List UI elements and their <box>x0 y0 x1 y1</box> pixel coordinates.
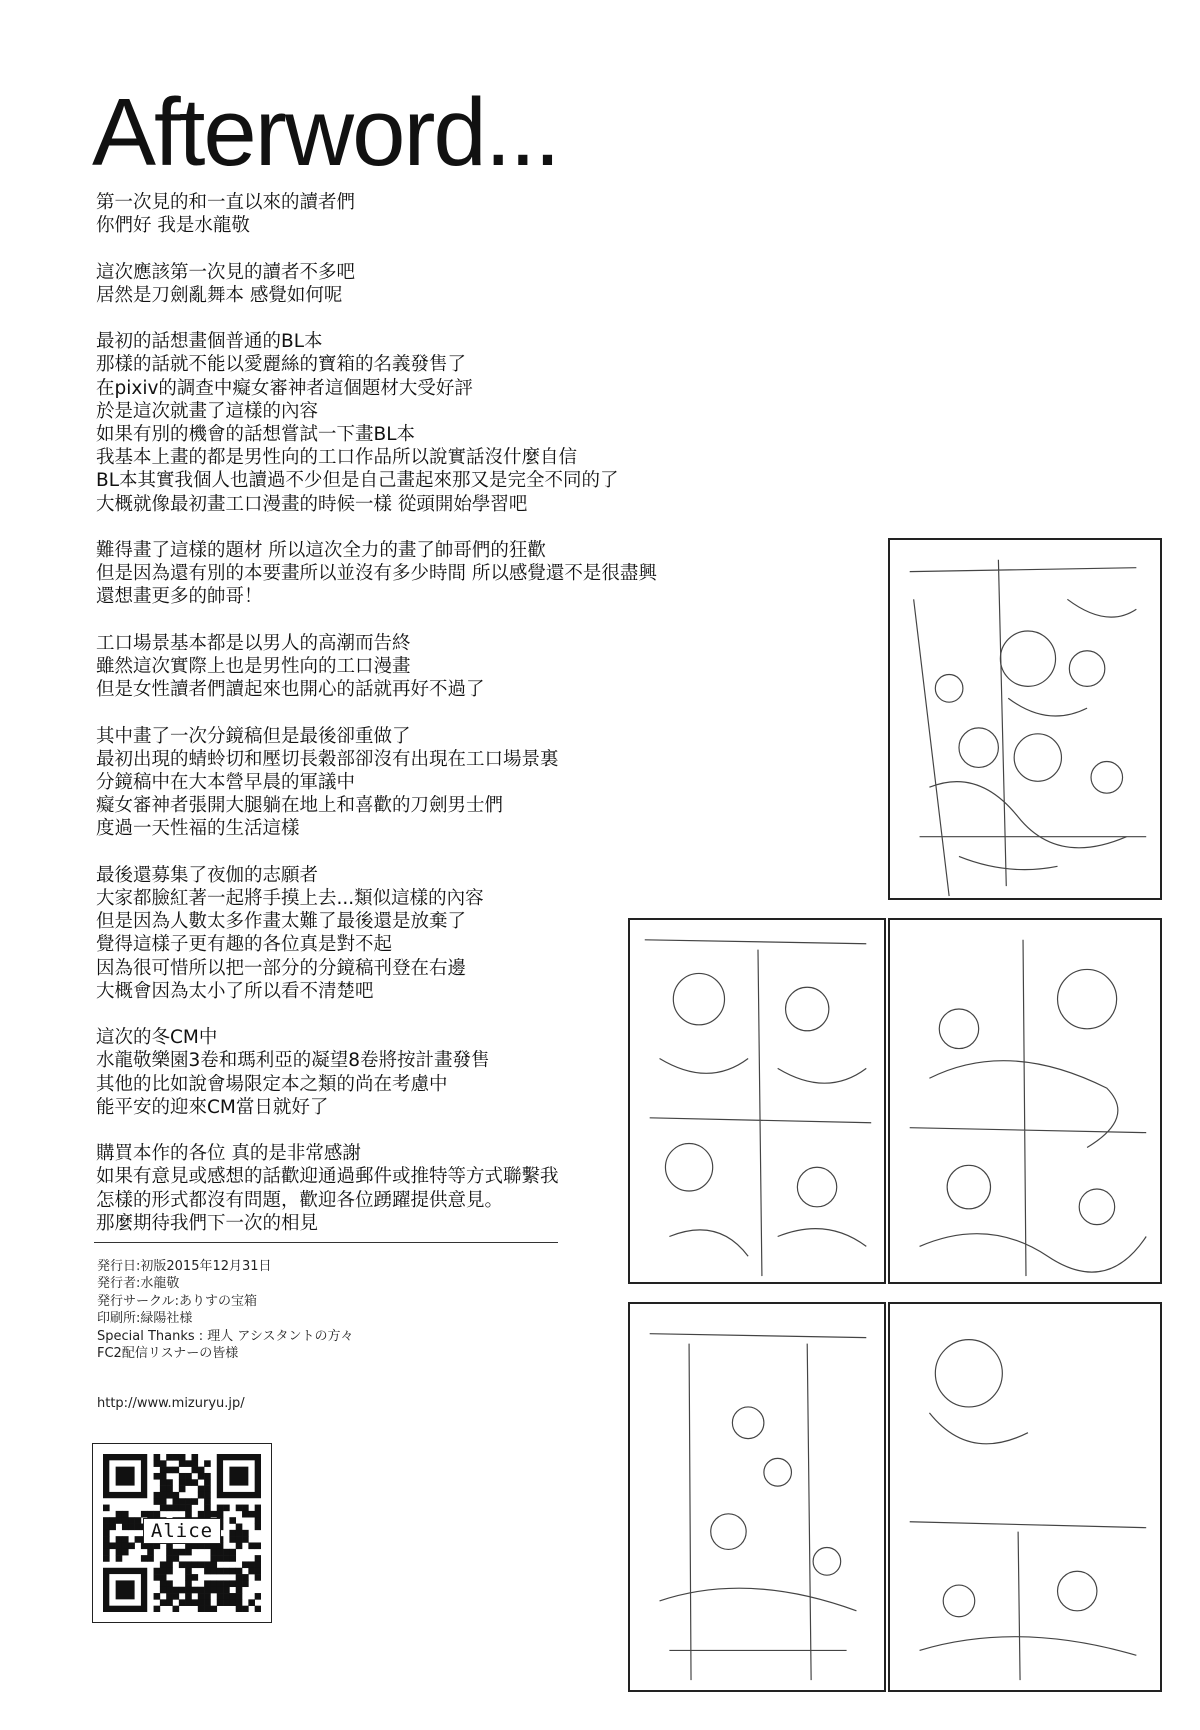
text-line: 水龍敬樂園3卷和瑪利亞的凝望8卷將按計畫發售 <box>96 1050 490 1072</box>
text-line: 但是因為還有別的本要畫所以並沒有多少時間 所以感覺還不是很盡興 <box>96 563 657 585</box>
qr-code <box>92 1443 272 1623</box>
storyboard-sketch-2 <box>628 918 886 1284</box>
storyboard-sketch-3 <box>888 918 1162 1284</box>
text-line: 你們好 我是水龍敬 <box>96 215 250 237</box>
afterword-paragraph <box>96 1142 656 1235</box>
text-line: 度過一天性福的生活這樣 <box>96 818 300 840</box>
text-line: 如果有別的機會的話想嘗試一下畫BL本 <box>96 424 415 445</box>
text-line: 那麼期待我們下一次的相見 <box>96 1212 319 1234</box>
text-line: 如果有意見或感想的話歡迎通過郵件或推特等方式聯繫我 <box>96 1166 559 1188</box>
text-line: 其他的比如說會場限定本之類的尚在考慮中 <box>96 1073 448 1095</box>
text-line: 最初的話想畫個普通的BL本 <box>96 331 323 353</box>
text-line: 但是女性讀者們讀起來也開心的話就再好不過了 <box>96 679 485 701</box>
text-line: 怎樣的形式都沒有問題，歡迎各位踴躍提供意見。 <box>96 1189 504 1211</box>
text-line: 雖然這次實際上也是男性向的工口漫畫 <box>96 656 411 677</box>
qr-label: Alice <box>143 1518 221 1544</box>
website-url[interactable]: http://www.mizuryu.jp/ <box>97 1396 245 1411</box>
colophon-line: 発行サークル:ありすの宝箱 <box>97 1293 257 1309</box>
afterword-paragraph <box>96 539 656 609</box>
text-line: 在pixiv的調查中癡女審神者這個題材大受好評 <box>96 377 473 399</box>
text-line: 還想畫更多的帥哥！ <box>96 586 263 608</box>
afterword-paragraph <box>96 261 656 307</box>
colophon-line: 発行者:水龍敬 <box>97 1276 180 1292</box>
text-line: 難得畫了這樣的題材 所以這次全力的畫了帥哥們的狂歡 <box>96 540 546 561</box>
text-line: 最後還募集了夜伽的志願者 <box>96 864 319 886</box>
text-line: 於是這次就畫了這樣的內容 <box>96 400 319 422</box>
afterword-paragraph <box>96 330 656 516</box>
colophon-line: 印刷所:緑陽社様 <box>97 1311 193 1327</box>
divider-rule <box>94 1242 558 1243</box>
text-line: BL本其實我個人也讀過不少但是自己畫起來那又是完全不同的了 <box>96 470 619 492</box>
text-line: 這次應該第一次見的讀者不多吧 <box>96 261 356 283</box>
afterword-paragraph <box>96 191 656 237</box>
text-line: 工口場景基本都是以男人的高潮而告終 <box>96 632 411 654</box>
text-line: 大概就像最初畫工口漫畫的時候一樣 從頭開始學習吧 <box>96 493 528 515</box>
text-line: 購買本作的各位 真的是非常感謝 <box>96 1143 361 1165</box>
text-line: 因為很可惜所以把一部分的分鏡稿刊登在右邊 <box>96 957 467 979</box>
page-title: Afterword... <box>92 79 559 186</box>
colophon-line: FC2配信リスナーの皆様 <box>97 1346 239 1362</box>
text-line: 我基本上畫的都是男性向的工口作品所以說實話沒什麼自信 <box>96 447 578 469</box>
text-line: 居然是刀劍亂舞本 感覺如何呢 <box>96 284 343 306</box>
colophon-line: Special Thanks : 理人 アシスタントの方々 <box>97 1328 354 1344</box>
afterword-paragraph <box>96 1026 656 1119</box>
text-line: 但是因為人數太多作畫太難了最後還是放棄了 <box>96 911 467 933</box>
text-line: 那樣的話就不能以愛麗絲的寶箱的名義發售了 <box>96 354 467 376</box>
text-line: 第一次見的和一直以來的讀者們 <box>96 192 356 213</box>
afterword-paragraph <box>96 725 656 841</box>
text-line: 分鏡稿中在大本營早晨的軍議中 <box>96 772 356 793</box>
text-line: 其中畫了一次分鏡稿但是最後卻重做了 <box>96 725 411 747</box>
text-line: 大概會因為太小了所以看不清楚吧 <box>96 980 374 1002</box>
text-line: 這次的冬CM中 <box>96 1027 218 1049</box>
afterword-body <box>96 191 656 1258</box>
storyboard-sketch-5 <box>888 1302 1162 1692</box>
colophon <box>97 1258 517 1362</box>
afterword-paragraph <box>96 632 656 702</box>
storyboard-sketch-4 <box>628 1302 886 1692</box>
text-line: 大家都臉紅著一起將手摸上去...類似這樣的內容 <box>96 888 484 909</box>
storyboard-sketch-1 <box>888 538 1162 900</box>
text-line: 最初出現的蜻蛉切和壓切長穀部卻沒有出現在工口場景裏 <box>96 748 559 770</box>
colophon-line: 発行日:初版2015年12月31日 <box>97 1259 272 1274</box>
text-line: 癡女審神者張開大腿躺在地上和喜歡的刀劍男士們 <box>96 795 504 817</box>
text-line: 覺得這樣子更有趣的各位真是對不起 <box>96 934 393 956</box>
text-line: 能平安的迎來CM當日就好了 <box>96 1096 329 1118</box>
afterword-paragraph <box>96 864 656 1003</box>
